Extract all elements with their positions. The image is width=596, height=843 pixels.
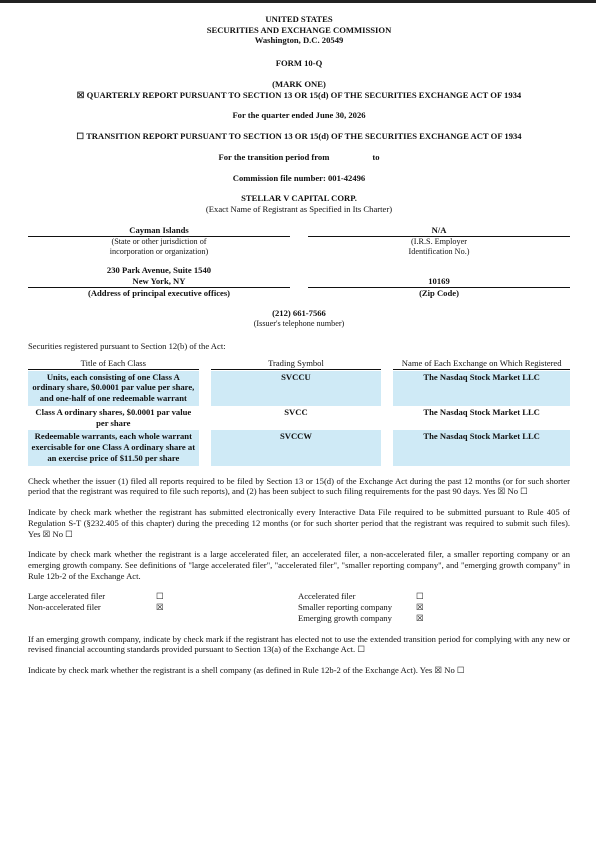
quarterly-report-line: ☒ QUARTERLY REPORT PURSUANT TO SECTION 13 OR 15(d) OF THE SECURITIES EXCHANGE ACT OF 1934 [76, 89, 522, 100]
non-accelerated-checkbox[interactable]: ☒ [156, 602, 164, 613]
row-exchange: The Nasdaq Stock Market LLC [423, 406, 540, 417]
zip-value: 10169 [308, 276, 570, 288]
address-line-1: 230 Park Avenue, Suite 1540 [106, 265, 212, 276]
smaller-reporting-checkbox[interactable]: ☒ [416, 602, 424, 613]
address-block [28, 265, 290, 298]
header-line-1: UNITED STATES [265, 14, 333, 24]
form-title: FORM 10-Q [275, 58, 323, 69]
filer-status-grid [28, 591, 570, 623]
state-caption-2: incorporation or organization) [109, 246, 209, 256]
row-exchange: The Nasdaq Stock Market LLC [393, 430, 570, 465]
registrant-caption: (Exact Name of Registrant as Specified in Its Charter) [205, 204, 393, 215]
jurisdiction-row [28, 225, 570, 257]
accelerated-checkbox[interactable]: ☐ [416, 591, 424, 602]
securities-table [28, 358, 570, 466]
shell-company-paragraph: Indicate by check mark whether the registrant is a shell company (as defined in Rule 12b-2 of the Exchange Act). Yes ☒ No ☐ [28, 665, 465, 676]
large-accelerated-checkbox[interactable]: ☐ [156, 591, 164, 602]
cover-page [28, 14, 570, 676]
header-exchange: Name of Each Exchange on Which Registered [393, 358, 570, 371]
zip-block [308, 265, 570, 298]
address-row [28, 265, 570, 298]
top-rule [0, 0, 596, 3]
irs-caption-1: (I.R.S. Employer [411, 236, 467, 246]
row-symbol: SVCCW [211, 430, 382, 465]
table-row [28, 430, 570, 465]
accelerated-label: Accelerated filer [298, 591, 356, 602]
state-caption-1: (State or other jurisdiction of [111, 236, 207, 246]
quarter-ended: For the quarter ended June 30, 2026 [232, 110, 366, 121]
header-line-3: Washington, D.C. 20549 [254, 35, 344, 46]
address-caption: (Address of principal executive offices) [87, 287, 231, 298]
irs-caption-2: Identification No.) [408, 246, 470, 256]
table-row [28, 406, 570, 430]
header-line-2: SECURITIES AND EXCHANGE COMMISSION [206, 24, 392, 35]
jurisdiction-block [28, 225, 290, 257]
commission-file-number: Commission file number: 001-42496 [232, 172, 366, 183]
phone-number: (212) 661-7566 [272, 308, 326, 319]
row-exchange: The Nasdaq Stock Market LLC [393, 371, 570, 406]
securities-intro: Securities registered pursuant to Section 12(b) of the Act: [28, 341, 226, 352]
row-symbol: SVCCU [211, 371, 382, 406]
row-title: Class A ordinary shares, $0.0001 par value per share [35, 406, 192, 428]
filing-compliance-paragraph: Check whether the issuer (1) filed all reports required to be filed by Section 13 or 15(d) of the Exchange Act during the past 12 months (or for such shorter period that the registrant was required to file such reports), and (2) has been subject to such filing requirements for the past 90 days. Yes ☒ No ☐ [28, 475, 570, 497]
irs-value: N/A [308, 225, 570, 237]
securities-header-row [28, 358, 570, 371]
phone-caption: (Issuer's telephone number) [253, 318, 345, 328]
zip-caption: (Zip Code) [419, 287, 459, 298]
row-symbol: SVCC [284, 406, 308, 417]
table-row [28, 371, 570, 406]
interactive-data-paragraph: Indicate by check mark whether the registrant has submitted electronically every Interactive Data File required to be submitted pursuant to Rule 405 of Regulation S-T (§232.405 of this chapter) during the preceding 12 months (or for such shorter period that the registrant was required to submit such files). Yes ☒ No ☐ [28, 507, 570, 539]
row-title: Redeemable warrants, each whole warrant exercisable for one Class A ordinary share at an exercise price of $11.50 per share [28, 430, 199, 465]
registrant-name: STELLAR V CAPITAL CORP. [241, 193, 357, 204]
emerging-growth-label: Emerging growth company [298, 612, 392, 623]
emerging-growth-checkbox[interactable]: ☒ [416, 612, 424, 623]
non-accelerated-label: Non-accelerated filer [28, 602, 101, 613]
mark-one: (MARK ONE) [272, 78, 326, 89]
irs-block [308, 225, 570, 257]
row-title: Units, each consisting of one Class A ordinary share, $0.0001 par value per share, and one-half of one redeemable warrant [28, 371, 199, 406]
transition-period: For the transition period from to [218, 151, 380, 162]
header-symbol: Trading Symbol [211, 358, 382, 371]
header-title: Title of Each Class [28, 358, 199, 371]
address-line-2: New York, NY [28, 276, 290, 288]
transition-period-election-paragraph: If an emerging growth company, indicate by check mark if the registrant has elected not to use the extended transition period for complying with any new or revised financial accounting standards provided pursuant to Section 13(a) of the Exchange Act. ☐ [28, 633, 570, 655]
state-value: Cayman Islands [28, 225, 290, 237]
large-accelerated-label: Large accelerated filer [28, 591, 106, 602]
transition-report-line: ☐ TRANSITION REPORT PURSUANT TO SECTION 13 OR 15(d) OF THE SECURITIES EXCHANGE ACT OF 1934 [76, 131, 522, 142]
smaller-reporting-label: Smaller reporting company [298, 602, 393, 613]
filer-status-paragraph: Indicate by check mark whether the registrant is a large accelerated filer, an accelerated filer, a non-accelerated filer, a smaller reporting company or an emerging growth company. See definitions of "large accelerated filer", "accelerated filer", "smaller reporting company", and "emerging growth company" in Rule 12b-2 of the Exchange Act. [28, 549, 570, 581]
